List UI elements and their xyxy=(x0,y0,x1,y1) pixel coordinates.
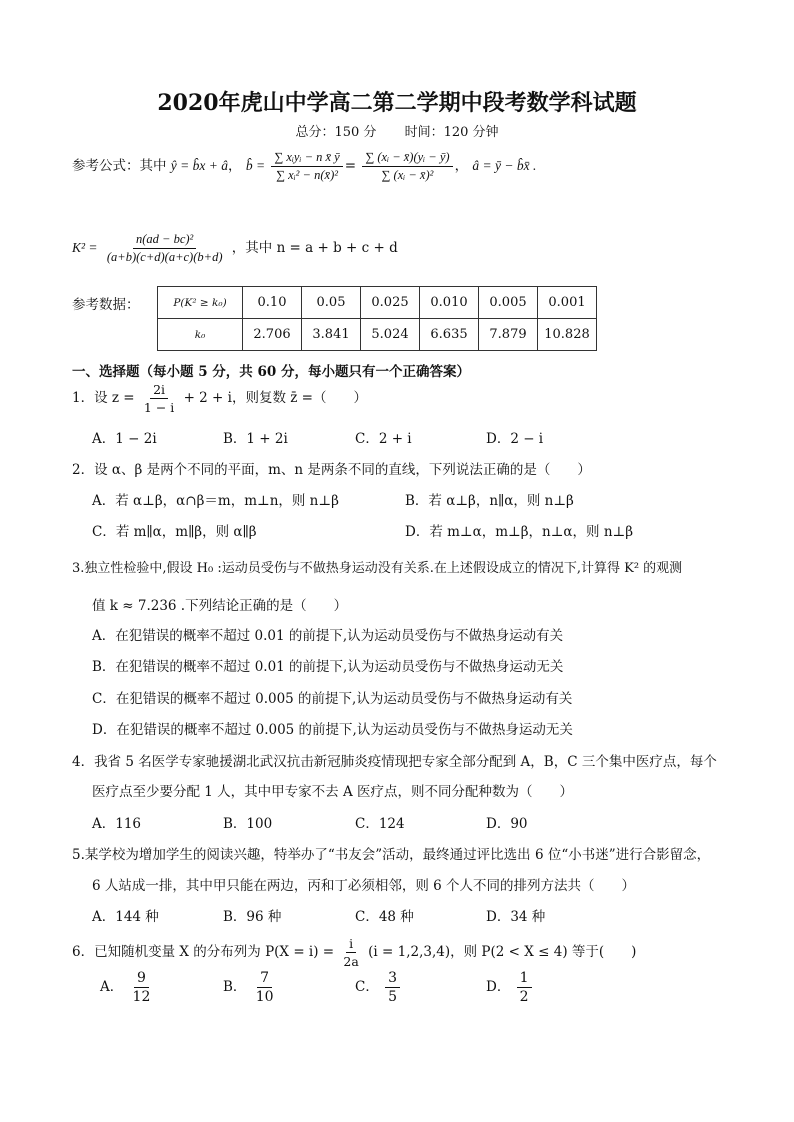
formula-b-num-1: ∑ xᵢyᵢ − n x̄ ȳ xyxy=(271,150,342,167)
q5-option-b: B．96 种 xyxy=(223,909,282,925)
q5-option-c: C．48 种 xyxy=(355,909,414,925)
formula-k2-lhs: K² = xyxy=(72,240,98,255)
q2-option-a: A．若 α⊥β，α∩β＝m，m⊥n，则 n⊥β xyxy=(92,493,339,509)
q6-option-d-letter: D． xyxy=(486,979,511,995)
q6-option-c-letter: C． xyxy=(355,979,379,995)
reference-data-label: 参考数据： xyxy=(72,297,140,313)
q6-option-b-den: 10 xyxy=(255,989,274,1005)
q1-stem-b: + 2 + i，则复数 z̄ =（ ） xyxy=(183,390,367,406)
exam-meta xyxy=(0,121,794,140)
formula-b-frac-1 xyxy=(271,150,342,183)
table-cell: 7.879 xyxy=(479,319,538,351)
q6-option-b xyxy=(223,970,279,1005)
formula-k2 xyxy=(72,232,398,265)
formula-k2-frac xyxy=(104,232,226,265)
q4-option-c: C．124 xyxy=(355,816,405,832)
q1-option-b: B．1 + 2i xyxy=(223,431,288,447)
question-3-line-1: 3.独立性检验中,假设 H₀ :运动员受伤与不做热身运动没有关系.在上述假设成立的情况下,计算得 K² 的观测 xyxy=(72,561,683,576)
question-5-line-2: 6 人站成一排，其中甲只能在两边，丙和丁必须相邻，则 6 个人不同的排列方法共（ ） xyxy=(92,878,636,894)
q1-frac-num: 2i xyxy=(150,382,168,399)
formula-k2-den: (a+b)(c+d)(a+c)(b+d) xyxy=(106,250,223,264)
q5-option-d: D．34 种 xyxy=(486,909,546,925)
q6-option-c-num: 3 xyxy=(385,970,400,988)
reference-data-table xyxy=(157,286,597,351)
formula-a-hat: â = ȳ − b̂x̄ . xyxy=(472,158,537,173)
q1-stem-a: 1．设 z = xyxy=(72,390,135,406)
q6-option-c-fraction xyxy=(385,970,400,1005)
exam-time: 时间：120 分钟 xyxy=(404,125,499,140)
table-cell: 2.706 xyxy=(243,319,302,351)
q1-fraction xyxy=(141,382,177,415)
table-cell: 0.005 xyxy=(479,287,538,319)
question-5-line-1: 5.某学校为增加学生的阅读兴趣，特举办了“书友会”活动，最终通过评比选出 6 位“小书迷”进行合影留念， xyxy=(72,847,711,863)
q3-option-b: B．在犯错误的概率不超过 0.01 的前提下,认为运动员受伤与不做热身运动无关 xyxy=(92,659,564,675)
formula-regression-eq: ŷ = b̂x + â xyxy=(170,158,229,173)
table-cell: 6.635 xyxy=(420,319,479,351)
table-row xyxy=(158,319,597,351)
q6-option-a-letter: A． xyxy=(100,979,124,995)
q6-option-a xyxy=(100,970,155,1005)
question-6-stem xyxy=(72,936,636,969)
question-1-stem xyxy=(72,382,367,415)
formula-intro: 参考公式：其中 xyxy=(72,158,167,174)
table-cell: 3.841 xyxy=(302,319,361,351)
q2-option-b: B．若 α⊥β，n∥α，则 n⊥β xyxy=(405,493,574,509)
q6-stem-a: 6．已知随机变量 X 的分布列为 P(X = i) = xyxy=(72,944,335,960)
question-4-line-1: 4．我省 5 名医学专家驰援湖北武汉抗击新冠肺炎疫情现把专家全部分配到 A，B，C 三个集中医疗点，每个 xyxy=(72,754,717,770)
q1-option-c: C．2 + i xyxy=(355,431,412,447)
formula-k2-num: n(ad − bc)² xyxy=(133,232,196,249)
table-cell: 0.05 xyxy=(302,287,361,319)
formula-b-hat-label: b̂ = xyxy=(245,158,266,173)
q3-option-d: D．在犯错误的概率不超过 0.005 的前提下,认为运动员受伤与不做热身运动无关 xyxy=(92,722,573,738)
q6-option-d-num: 1 xyxy=(517,970,532,988)
q6-frac-den: 2a xyxy=(343,954,359,969)
q6-option-a-den: 12 xyxy=(132,989,151,1005)
q4-option-a: A．116 xyxy=(92,816,142,832)
q6-option-b-fraction xyxy=(253,970,277,1005)
table-cell: 0.010 xyxy=(420,287,479,319)
formula-k2-tail: ，其中 n = a + b + c + d xyxy=(231,240,398,256)
q6-option-c xyxy=(355,970,402,1005)
table-cell: 0.025 xyxy=(361,287,420,319)
table-cell: 0.001 xyxy=(538,287,597,319)
q6-option-a-num: 9 xyxy=(134,970,149,988)
table-cell: 5.024 xyxy=(361,319,420,351)
table-row xyxy=(158,287,597,319)
q3-option-a: A．在犯错误的概率不超过 0.01 的前提下,认为运动员受伤与不做热身运动有关 xyxy=(92,628,564,644)
question-3-line-2: 值 k ≈ 7.236 .下列结论正确的是（ ） xyxy=(92,598,348,614)
table-header-p: P(K² ≥ k₀) xyxy=(158,287,243,319)
formula-regression: 参考公式：其中 ŷ = b̂x + â， b̂ = $\frac{\text{∑ xᵢyᵢ − n x̄ ȳ}}{\text{∑ xᵢ² − n(x̄)²}}$ = $\frac{\text{∑ (xᵢ − x̄)(yᵢ − ȳ)}}{\text{∑ (xᵢ − x̄)²}}$ ， â = ȳ − b̂x̄ . xyxy=(72,150,537,182)
q2-option-c: C．若 m∥α，m∥β，则 α∥β xyxy=(92,524,257,540)
q2-option-d: D．若 m⊥α，m⊥β，n⊥α，则 n⊥β xyxy=(405,524,634,540)
table-cell: 0.10 xyxy=(243,287,302,319)
formula-b-num-2: ∑ (xᵢ − x̄)(yᵢ − ȳ) xyxy=(362,150,452,167)
total-score: 总分：150 分 xyxy=(295,125,377,140)
question-2-stem: 2．设 α、β 是两个不同的平面，m、n 是两条不同的直线，下列说法正确的是（ ） xyxy=(72,462,591,478)
q4-option-d: D．90 xyxy=(486,816,528,832)
question-4-line-2: 医疗点至少要分配 1 人，其中甲专家不去 A 医疗点，则不同分配种数为（ ） xyxy=(92,784,574,800)
q1-frac-den: 1 − i xyxy=(143,400,175,415)
q1-option-a: A．1 − 2i xyxy=(92,431,157,447)
q1-option-d: D．2 − i xyxy=(486,431,544,447)
q6-option-c-den: 5 xyxy=(388,989,398,1005)
q4-option-b: B．100 xyxy=(223,816,273,832)
q6-fraction xyxy=(340,936,361,969)
formula-b-frac-2 xyxy=(362,150,452,183)
formula-b-den-2: ∑ (xᵢ − x̄)² xyxy=(381,168,434,182)
q6-option-a-fraction xyxy=(130,970,154,1005)
section-heading: 一、选择题（每小题 5 分，共 60 分，每小题只有一个正确答案） xyxy=(72,364,470,380)
q6-option-d-den: 2 xyxy=(519,989,529,1005)
q6-frac-num: i xyxy=(346,936,356,953)
q6-option-b-num: 7 xyxy=(257,970,272,988)
q6-stem-b: (i = 1,2,3,4)，则 P(2 < X ≤ 4) 等于( ) xyxy=(368,944,637,960)
q5-option-a: A．144 种 xyxy=(92,909,159,925)
table-cell: 10.828 xyxy=(538,319,597,351)
q6-option-d xyxy=(486,970,534,1005)
q6-option-d-fraction xyxy=(517,970,532,1005)
q6-option-b-letter: B． xyxy=(223,979,247,995)
q3-option-c: C．在犯错误的概率不超过 0.005 的前提下,认为运动员受伤与不做热身运动有关 xyxy=(92,691,573,707)
table-header-k: k₀ xyxy=(158,319,243,351)
page-title: 2020年虎山中学高二第二学期中段考数学科试题 xyxy=(157,90,637,116)
formula-b-den-1: ∑ xᵢ² − n(x̄)² xyxy=(276,168,338,182)
